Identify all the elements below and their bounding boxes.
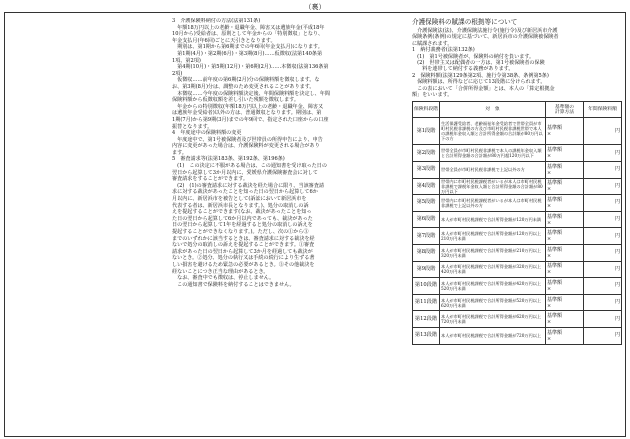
- notice-line: た日の翌日から起算して6か月以内であっても、裁決があった: [172, 215, 313, 222]
- stage-cell: 第9段階: [413, 261, 440, 278]
- premium-row: [413, 311, 622, 328]
- premium-row: [413, 245, 622, 262]
- amount-cell: 円: [584, 228, 622, 245]
- notice-line: 1期(7月)から第9期(3月)までの年9回で、指定された口座からの口座: [172, 116, 329, 123]
- premium-basis-text: [412, 28, 622, 98]
- basis-cell: 基準額 ×: [546, 228, 584, 245]
- notice-line: 4 年度途中の保険料額の変更: [172, 130, 242, 137]
- basis-line: 2 保険料額(法第129条第2項、施行令第38条、条例第5条): [412, 72, 549, 79]
- amount-cell: 円: [584, 145, 622, 162]
- target-cell: 本人が市町村民税課税で合計所得金額が320万円以上420万円未満: [440, 261, 546, 278]
- basis-line: (1) 第1号被保険者が、保険料の納付を負います。: [412, 53, 535, 60]
- basis-line: この表において「合併所得金額」とは、本人の「算定根拠金: [412, 85, 555, 92]
- notice-line: 3 介護保険料納付の方法(法第131条): [172, 18, 261, 24]
- stage-cell: 第3段階: [413, 162, 440, 179]
- target-cell: 本人が市町村民税課税で合計所得金額が420万円以上520万円未満: [440, 278, 546, 295]
- target-cell: 世帯全員が市町村民税非課税で本人の課税年金収入額と合計所得金額の合計額が80万円超120万円以下: [440, 145, 546, 162]
- stage-cell: 第11段階: [413, 294, 440, 311]
- notice-line: 年額18万円以上の老齢・退職年金、障害又は遺族年金(平成18年: [172, 24, 325, 31]
- notice-line: は遺族年金受給者)以外の方は、普通徴収となります。期別は、第: [172, 110, 322, 117]
- notice-line: 日の翌日から起算して1年を経過すると処分の取消しの訴えを: [172, 222, 313, 229]
- stage-cell: 第1段階: [413, 118, 440, 145]
- notice-line: 年度途中で、第1号被保険者及び世帯員の所得申告により、申告: [172, 136, 323, 143]
- stage-cell: 第7段階: [413, 228, 440, 245]
- premium-row: [413, 195, 622, 212]
- basis-cell: 基準額 ×: [546, 178, 584, 195]
- basis-cell: 基準額 ×: [546, 145, 584, 162]
- basis-line: 1 納付義務者(法第132条): [412, 47, 475, 54]
- notice-line: なお、審査中でも徴収は、停止しません。: [172, 275, 275, 282]
- notice-line: 保険料額から仮徴収額を差し引いた残額を徴収します。: [172, 97, 299, 104]
- basis-cell: 基準額 ×: [546, 211, 584, 228]
- target-cell: 本人が市町村民税課税で合計所得金額が210万円以上320万円未満: [440, 245, 546, 262]
- notice-line: 年金からの特別徴収(年額18万円以上の老齢・退職年金、障害又: [172, 103, 324, 110]
- notice-line: 第1期(4月)・第2期(6月)・第3期(8月)……仮徴収(法第140条第: [172, 50, 323, 57]
- notice-line: (1) この決定に不服がある場合は、この通知書を受け取った日の: [172, 163, 327, 170]
- basis-cell: 基準額 ×: [546, 294, 584, 311]
- premium-table: [412, 101, 622, 344]
- stage-cell: 第10段階: [413, 278, 440, 295]
- notice-line: (2) (1)の審査請求に対する裁決を経た場合に限り、当該審査請: [172, 182, 324, 189]
- target-cell: 本人が市町村民税課税で合計所得金額が120万円以上210万円未満: [440, 228, 546, 245]
- target-cell: 本人が市町村民税課税で合計所得金額が520万円以上620万円未満: [440, 294, 546, 311]
- basis-line: 介護保険法(法)、介護保険法施行令(施行令)及び新居浜市介護: [412, 28, 558, 34]
- premium-basis-column: [412, 18, 622, 432]
- premium-row: [413, 261, 622, 278]
- notice-line: 年金支払月(年6回)ごとに天引きとなります。: [172, 37, 276, 44]
- header-basis: 基準額の 計算方法: [546, 102, 584, 118]
- notice-line: 翌日から起算して3か月以内に、愛媛県介護保険審査会に対して: [172, 169, 318, 176]
- amount-cell: 円: [584, 261, 622, 278]
- target-cell: 本人が市町村民税課税で合計所得金額が720万円以上: [440, 328, 546, 345]
- target-cell: 世帯内に市町村民税課税者がいるが本人は市町村民税非課税で課税年金収入額と合計所得金額の合計額が80万円以下: [440, 178, 546, 195]
- notice-line: 仮徴収……前年度の第6期(2月)分の保険料額を徴収します。な: [172, 77, 320, 84]
- notice-line: 経ないことにつき正当な理由があるとき。: [172, 268, 269, 275]
- notice-line: お、第3期(8月)分は、調整のため変更されることがあります。: [172, 83, 315, 90]
- premium-row: [413, 118, 622, 145]
- notice-line: までのいずれかに該当するときは、審査請求に対する裁決を経: [172, 235, 315, 242]
- basis-cell: 基準額 ×: [546, 261, 584, 278]
- basis-line: に賦課されます。: [412, 40, 453, 47]
- premium-row: [413, 328, 622, 345]
- header-target: 対 象: [440, 102, 546, 118]
- stage-cell: 第12段階: [413, 311, 440, 328]
- notice-line: 期別は、第1期から第6期までの年6回(年金支払月)になります。: [172, 44, 323, 51]
- premium-row: [413, 211, 622, 228]
- notice-line: 5 審査請求等(法第183条、第192条、第196条): [172, 156, 285, 163]
- amount-cell: 円: [584, 311, 622, 328]
- amount-cell: 円: [584, 278, 622, 295]
- notice-line: 月以内に、新居浜市を被告として(訴訟において新居浜市を: [172, 196, 307, 203]
- payment-notes-column: [172, 18, 404, 432]
- amount-cell: 円: [584, 118, 622, 145]
- section-title: 介護保険料の賦課の根拠等について: [412, 18, 518, 26]
- notice-line: 請求があった日の翌日から起算して3か月を経過しても裁決が: [172, 248, 313, 255]
- amount-cell: 円: [584, 294, 622, 311]
- target-cell: 世帯全員が市町村民税非課税で上記以外の方: [440, 162, 546, 179]
- premium-row: [413, 228, 622, 245]
- notice-line: 10月から)受給者は、原則として年金からの「特別徴収」となり、: [172, 31, 324, 38]
- notice-line: 代表する者は、新居浜市長となります。)、処分の取消しの訴: [172, 202, 309, 209]
- target-cell: 本人が市町村民税課税で合計所得金額が120万円未満: [440, 211, 546, 228]
- stage-cell: 第5段階: [413, 195, 440, 212]
- target-cell: 本人が市町村民税課税で合計所得金額が620万円以上720万円未満: [440, 311, 546, 328]
- header-annual: 年間保険料額: [584, 102, 622, 118]
- premium-row: [413, 178, 622, 195]
- page-side-label: （裏）: [304, 3, 326, 11]
- notice-line: 求に対する裁決があったことを知った日の翌日から起算して6か: [172, 189, 318, 196]
- stage-cell: 第13段階: [413, 328, 440, 345]
- basis-cell: 基準額 ×: [546, 311, 584, 328]
- notice-line: 内容に変更があった場合は、介護保険料が変更される場合があり: [172, 143, 320, 150]
- basis-cell: 基準額 ×: [546, 195, 584, 212]
- target-cell: 生活保護受給者、老齢福祉年金受給者で世帯全員が市町村民税非課税の方及び市町村民税非課税世帯で本人の課税年金収入額と合計所得金額の合計額が80万円以下の方: [440, 118, 546, 145]
- basis-cell: 基準額 ×: [546, 162, 584, 179]
- basis-line: (2) 世帯主又は配偶者の一方は、第1号被保険者の保険: [412, 60, 545, 67]
- notice-line: しい損害を避けるため緊急の必要があるとき。③その他裁決を: [172, 261, 315, 268]
- notice-line: 審査請求をすることができます。: [172, 176, 248, 183]
- amount-cell: 円: [584, 328, 622, 345]
- premium-row: [413, 294, 622, 311]
- notice-line: えを提起することができます(なお、裁決があったことを知っ: [172, 209, 312, 216]
- notice-line: 1項、第2項): [172, 57, 201, 64]
- basis-line: 料を連帯して納付する義務があります。: [412, 66, 514, 73]
- notice-line: この通知書で保険料を納付することはできません。: [172, 281, 295, 288]
- header-stage: 保険料段階: [413, 102, 440, 118]
- basis-cell: 基準額 ×: [546, 278, 584, 295]
- stage-cell: 第8段階: [413, 245, 440, 262]
- basis-cell: 基準額 ×: [546, 328, 584, 345]
- notice-line: 本徴収……今年度の保険料額決定後、年間保険料額を決定し、年間: [172, 90, 330, 97]
- notice-line: ないとき。②処分、処分の執行又は手続の続行により生ずる著: [172, 255, 315, 262]
- stage-cell: 第2段階: [413, 145, 440, 162]
- notice-line: 提起することができなくなります。)。ただし、次の①から③: [172, 229, 309, 235]
- amount-cell: 円: [584, 195, 622, 212]
- amount-cell: 円: [584, 211, 622, 228]
- target-cell: 世帯内に市町村民税課税者がいるが本人は市町村民税非課税で上記以外の方: [440, 195, 546, 212]
- notice-line: 2項): [172, 70, 183, 77]
- premium-table-header: [413, 102, 622, 118]
- notice-line: ないで処分の取消しの訴えを提起することができます。①審査: [172, 242, 315, 249]
- premium-row: [413, 145, 622, 162]
- premium-row: [413, 278, 622, 295]
- notice-line: 第4期(10月)・第5期(12月)・第6期(2月)……本徴収(法第136条第: [172, 64, 329, 71]
- basis-line: 額」をいいます。: [412, 92, 453, 99]
- notice-line: ます。: [172, 149, 187, 156]
- notice-line: 振替となります。: [172, 123, 213, 130]
- stage-cell: 第4段階: [413, 178, 440, 195]
- basis-cell: 基準額 ×: [546, 118, 584, 145]
- basis-line: 保険条例(条例)の規定に基づいて、新居浜市の介護保険被保険者: [412, 34, 559, 41]
- stage-cell: 第6段階: [413, 211, 440, 228]
- amount-cell: 円: [584, 162, 622, 179]
- amount-cell: 円: [584, 178, 622, 195]
- basis-line: 保険料額は、所得などに応じて13段階に分けられます。: [412, 79, 546, 86]
- basis-cell: 基準額 ×: [546, 245, 584, 262]
- amount-cell: 円: [584, 245, 622, 262]
- premium-row: [413, 162, 622, 179]
